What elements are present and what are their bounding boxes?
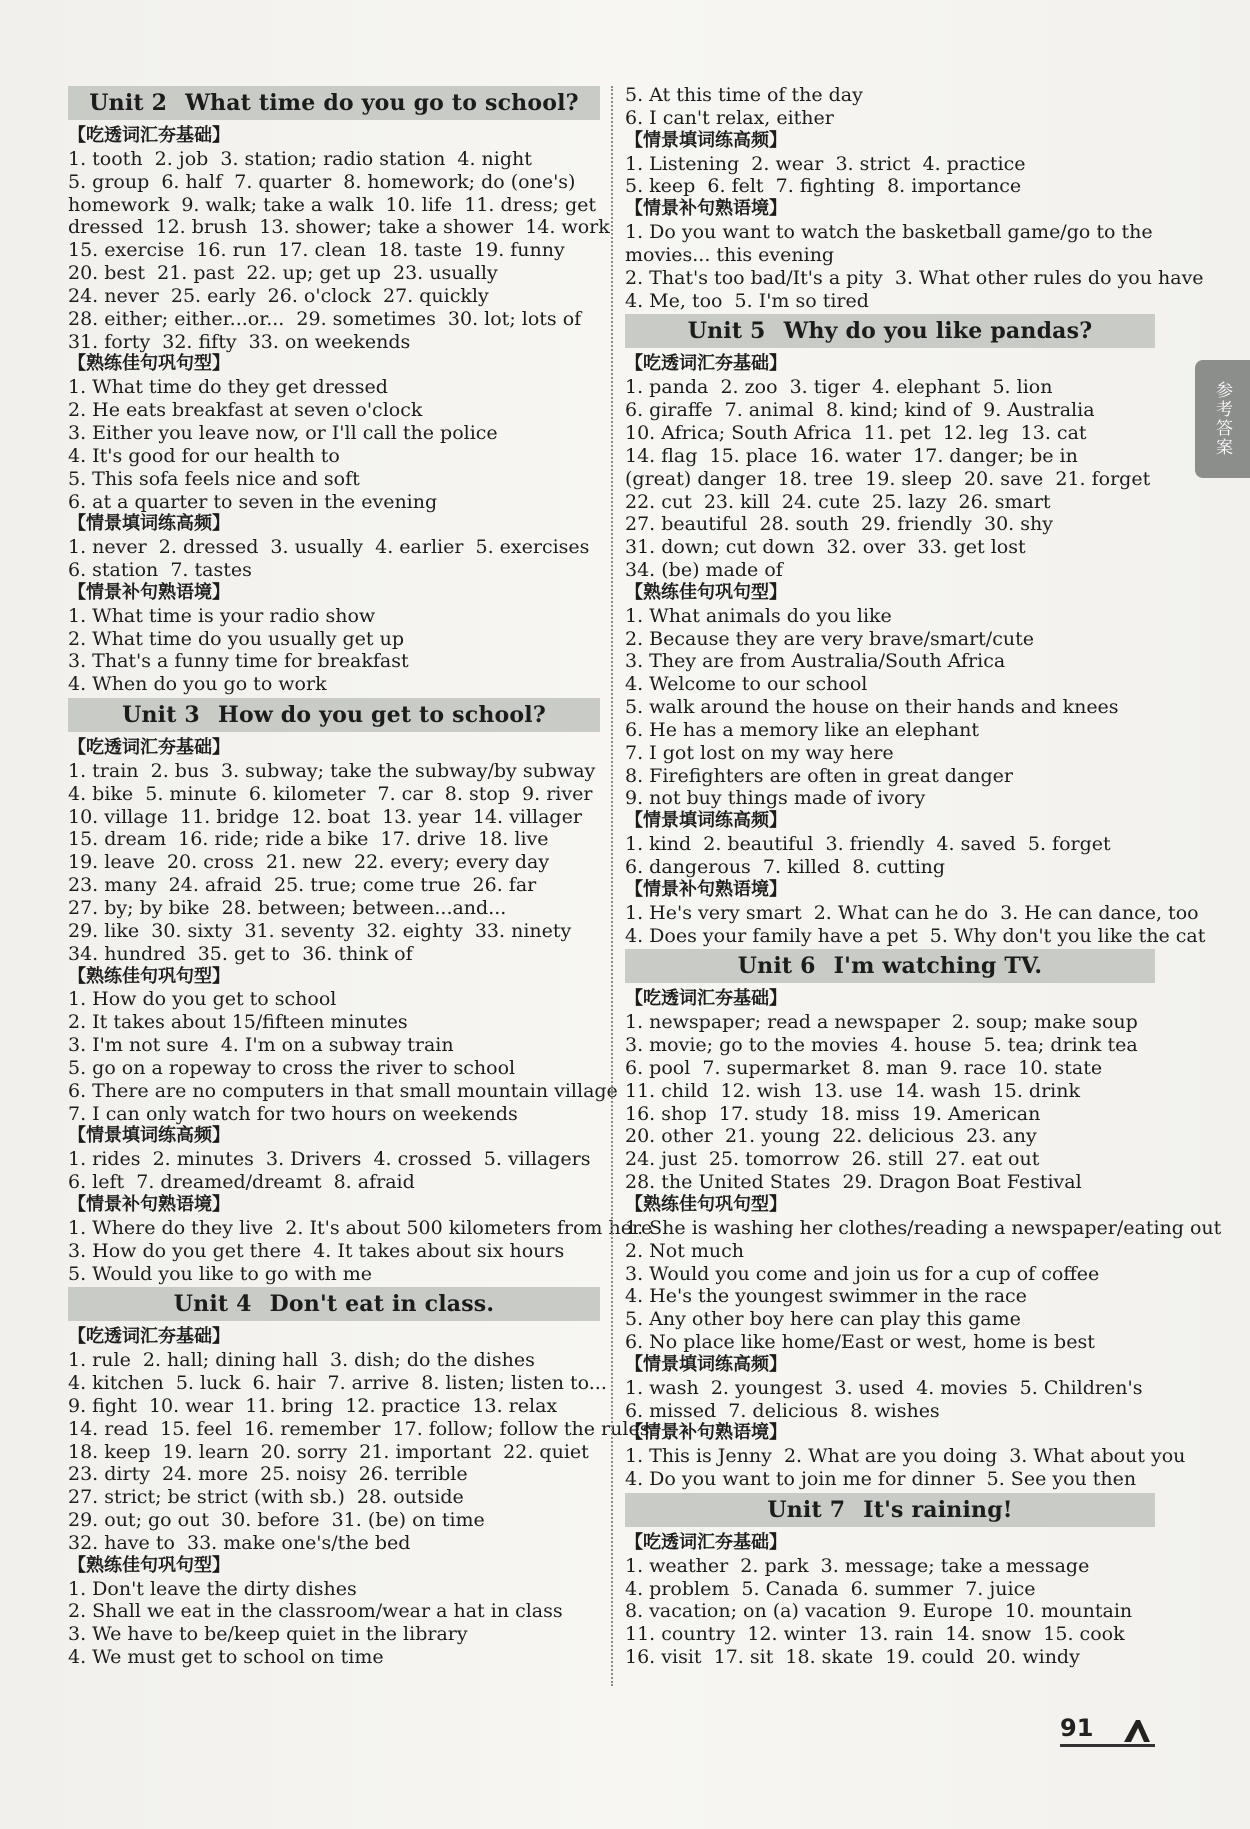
unit-title: How do you get to school? <box>217 702 546 729</box>
answer-line: 2. What time do you usually get up <box>68 627 404 650</box>
answer-line: (great) danger 18. tree 19. sleep 20. save 21. forget <box>625 467 1151 490</box>
answer-line: 2. It takes about 15/fifteen minutes <box>68 1011 408 1034</box>
answer-line: 2. Not much <box>625 1239 745 1262</box>
unit-title: What time do you go to school? <box>185 90 579 116</box>
answer-line: 2. Shall we eat in the classroom/wear a hat in class <box>68 1600 563 1623</box>
answer-line: 1. What time do they get dressed <box>68 376 388 399</box>
answer-line: 1. She is washing her clothes/reading a newspaper/eating out <box>625 1216 1222 1239</box>
answer-line: 6. station 7. tastes <box>68 559 252 582</box>
answer-line: 15. dream 16. ride; ride a bike 17. drive 18. live <box>68 828 549 851</box>
answer-line: 18. keep 19. learn 20. sorry 21. important 22. quiet <box>68 1440 589 1463</box>
answer-line: 3. That's a funny time for breakfast <box>68 650 409 673</box>
answer-line: 28. the United States 29. Dragon Boat Festival <box>625 1171 1082 1194</box>
answer-line: 6. There are no computers in that small mountain village <box>68 1079 618 1102</box>
answer-line: dressed 12. brush 13. shower; take a shower 14. work <box>68 216 610 239</box>
answer-line: 4. Do you want to join me for dinner 5. See you then <box>625 1468 1137 1491</box>
section-heading: 【熟练佳句巩句型】 <box>68 965 230 987</box>
page-number: 91 <box>1060 1714 1155 1747</box>
answer-line: 3. How do you get there 4. It takes about six hours <box>68 1239 565 1262</box>
answer-line: 1. He's very smart 2. What can he do 3. He can dance, too <box>625 901 1199 924</box>
unit-number: Unit 5 <box>687 318 766 345</box>
answer-line: 1. kind 2. beautiful 3. friendly 4. saved 5. forget <box>625 833 1111 856</box>
unit-number: Unit 4 <box>173 1291 252 1318</box>
answer-line: 24. just 25. tomorrow 26. still 27. eat out <box>625 1148 1040 1171</box>
unit-title: Why do you like pandas? <box>783 318 1093 345</box>
answer-line: 34. hundred 35. get to 36. think of <box>68 942 413 965</box>
section-heading: 【吃透词汇夯基础】 <box>68 125 230 146</box>
section-heading: 【情景填词练高频】 <box>625 129 787 151</box>
answer-line: 1. rule 2. hall; dining hall 3. dish; do the dishes <box>68 1349 535 1372</box>
answer-line: 1. panda 2. zoo 3. tiger 4. elephant 5. lion <box>625 376 1053 399</box>
answer-line: 6. No place like home/East or west, home is best <box>625 1331 1095 1354</box>
answer-line: 20. best 21. past 22. up; get up 23. usually <box>68 262 498 285</box>
answer-line: 23. many 24. afraid 25. true; come true 26. far <box>68 874 537 897</box>
answer-line: 5. This sofa feels nice and soft <box>68 467 360 490</box>
answer-line: 4. bike 5. minute 6. kilometer 7. car 8. stop 9. river <box>68 782 593 805</box>
unit-title: Don't eat in class. <box>269 1291 495 1318</box>
answer-line: 1. train 2. bus 3. subway; take the subway/by subway <box>68 759 596 782</box>
answer-line: 22. cut 23. kill 24. cute 25. lazy 26. smart <box>625 490 1051 513</box>
answer-line: 6. at a quarter to seven in the evening <box>68 490 438 513</box>
section-heading: 【熟练佳句巩句型】 <box>68 1554 230 1576</box>
answer-line: 1. How do you get to school <box>68 988 337 1011</box>
left-column <box>68 84 653 1669</box>
answer-line: 1. newspaper; read a newspaper 2. soup; make soup <box>625 1011 1138 1034</box>
section-heading: 【情景补句熟语境】 <box>625 198 787 220</box>
section-heading: 【情景填词练高频】 <box>68 513 230 535</box>
answer-line: 4. Welcome to our school <box>625 673 868 696</box>
answer-line: 29. like 30. sixty 31. seventy 32. eighty 33. ninety <box>68 919 572 942</box>
answer-line: 7. I got lost on my way here <box>625 741 894 764</box>
publisher-logo-icon <box>1122 1718 1152 1744</box>
answer-line: 2. That's too bad/It's a pity 3. What other rules do you have <box>625 266 1204 289</box>
answer-line: 5. walk around the house on their hands and knees <box>625 696 1119 719</box>
section-heading: 【情景补句熟语境】 <box>625 1422 787 1444</box>
answer-line: 3. They are from Australia/South Africa <box>625 650 1006 673</box>
unit-title: I'm watching TV. <box>833 953 1043 980</box>
section-heading: 【吃透词汇夯基础】 <box>68 1326 230 1348</box>
unit-heading <box>625 1493 1155 1527</box>
answer-line: 16. visit 17. sit 18. skate 19. could 20. windy <box>625 1646 1080 1669</box>
unit-heading <box>68 1287 600 1321</box>
unit-number: Unit 3 <box>122 702 200 729</box>
answer-line: 5. Would you like to go with me <box>68 1262 373 1285</box>
answer-line: 1. What animals do you like <box>625 604 892 627</box>
section-heading: 【情景补句熟语境】 <box>68 581 230 603</box>
answer-line: 1. never 2. dressed 3. usually 4. earlier 5. exercises <box>68 536 590 559</box>
section-heading: 【情景填词练高频】 <box>625 1353 787 1375</box>
answer-line: 9. fight 10. wear 11. bring 12. practice 13. relax <box>68 1394 558 1417</box>
answer-line: 6. He has a memory like an elephant <box>625 718 980 741</box>
section-heading: 【情景填词练高频】 <box>68 1125 230 1147</box>
answer-line: 1. Do you want to watch the basketball game/go to the <box>625 221 1153 244</box>
answer-line: 3. Either you leave now, or I'll call the police <box>68 421 498 444</box>
answer-line: 1. rides 2. minutes 3. Drivers 4. crossed 5. villagers <box>68 1148 591 1171</box>
answer-line: 4. kitchen 5. luck 6. hair 7. arrive 8. listen; listen to... <box>68 1372 607 1395</box>
answer-line: 3. Would you come and join us for a cup of coffee <box>625 1262 1100 1285</box>
answer-line: 4. He's the youngest swimmer in the race <box>625 1285 1027 1308</box>
unit-heading <box>625 314 1155 348</box>
answer-line: 1. Where do they live 2. It's about 500 kilometers from here <box>68 1216 653 1239</box>
answer-line: 16. shop 17. study 18. miss 19. American <box>625 1102 1041 1125</box>
side-tab: 参考答案 <box>1195 360 1250 478</box>
answer-line: 1. This is Jenny 2. What are you doing 3. What about you <box>625 1445 1186 1468</box>
answer-line: 6. missed 7. delicious 8. wishes <box>625 1399 940 1422</box>
answer-line: 34. (be) made of <box>625 559 783 582</box>
answer-line: 1. What time is your radio show <box>68 604 376 627</box>
answer-line: 1. Listening 2. wear 3. strict 4. practice <box>625 152 1026 175</box>
section-heading: 【熟练佳句巩句型】 <box>625 1193 787 1215</box>
answer-line: 4. When do you go to work <box>68 673 327 696</box>
section-heading: 【吃透词汇夯基础】 <box>625 353 787 375</box>
section-heading: 【吃透词汇夯基础】 <box>68 737 230 759</box>
answer-line: 20. other 21. young 22. delicious 23. any <box>625 1125 1037 1148</box>
unit-number: Unit 6 <box>737 953 816 980</box>
answer-line: 15. exercise 16. run 17. clean 18. taste 19. funny <box>68 239 565 262</box>
answer-line: 28. either; either...or... 29. sometimes 30. lot; lots of <box>68 307 582 330</box>
unit-number: Unit 7 <box>767 1496 846 1523</box>
answer-line: 1. weather 2. park 3. message; take a message <box>625 1554 1090 1577</box>
answer-line: 2. He eats breakfast at seven o'clock <box>68 399 423 422</box>
answer-line: 27. strict; be strict (with sb.) 28. outside <box>68 1486 464 1509</box>
answer-line: 27. beautiful 28. south 29. friendly 30. shy <box>625 513 1053 536</box>
answer-line: 8. Firefighters are often in great danger <box>625 764 1013 787</box>
answer-line: 2. Because they are very brave/smart/cute <box>625 627 1034 650</box>
answer-line: 8. vacation; on (a) vacation 9. Europe 10. mountain <box>625 1600 1133 1623</box>
answer-line: 5. go on a ropeway to cross the river to school <box>68 1056 516 1079</box>
answer-line: 4. Me, too 5. I'm so tired <box>625 289 869 312</box>
answer-line: 24. never 25. early 26. o'clock 27. quickly <box>68 284 489 307</box>
answer-line: 11. country 12. winter 13. rain 14. snow 15. cook <box>625 1623 1125 1646</box>
answer-line: 11. child 12. wish 13. use 14. wash 15. drink <box>625 1079 1080 1102</box>
answer-line: 3. movie; go to the movies 4. house 5. tea; drink tea <box>625 1034 1138 1057</box>
answer-line: 19. leave 20. cross 21. new 22. every; every day <box>68 851 550 874</box>
answer-line: 29. out; go out 30. before 31. (be) on time <box>68 1509 485 1532</box>
answer-line: 6. pool 7. supermarket 8. man 9. race 10. state <box>625 1056 1103 1079</box>
section-heading: 【熟练佳句巩句型】 <box>625 581 787 603</box>
answer-line: 4. Does your family have a pet 5. Why don't you like the cat <box>625 924 1206 947</box>
answer-line: 27. by; by bike 28. between; between...and... <box>68 897 507 919</box>
answer-line: 6. dangerous 7. killed 8. cutting <box>625 856 946 878</box>
answer-line: 5. At this time of the day <box>625 84 863 106</box>
answer-line: 7. I can only watch for two hours on weekends <box>68 1102 518 1125</box>
unit-heading <box>68 86 600 120</box>
answer-line: 3. We have to be/keep quiet in the library <box>68 1623 468 1646</box>
answer-line: 31. forty 32. fifty 33. on weekends <box>68 330 411 353</box>
section-heading: 【情景补句熟语境】 <box>68 1193 230 1215</box>
unit-heading <box>625 949 1155 983</box>
section-heading: 【情景补句熟语境】 <box>625 878 787 900</box>
section-heading: 【情景填词练高频】 <box>625 810 787 832</box>
unit-title: It's raining! <box>863 1496 1013 1523</box>
answer-line: 32. have to 33. make one's/the bed <box>68 1531 411 1554</box>
answer-line: 14. flag 15. place 16. water 17. danger; be in <box>625 444 1078 467</box>
answer-line: 4. It's good for our health to <box>68 444 340 467</box>
answer-line: 1. tooth 2. job 3. station; radio station 4. night <box>68 147 532 170</box>
answer-line: 1. Don't leave the dirty dishes <box>68 1577 357 1600</box>
answer-line: 23. dirty 24. more 25. noisy 26. terrible <box>68 1463 468 1486</box>
section-heading: 【熟练佳句巩句型】 <box>68 353 230 375</box>
answer-line: 5. group 6. half 7. quarter 8. homework; do (one's) <box>68 170 576 193</box>
answer-line: 5. keep 6. felt 7. fighting 8. importance <box>625 175 1022 198</box>
answer-line: 10. village 11. bridge 12. boat 13. year 14. villager <box>68 805 582 828</box>
unit-heading <box>68 698 600 732</box>
answer-line: 6. giraffe 7. animal 8. kind; kind of 9. Australia <box>625 399 1095 422</box>
answer-line: homework 9. walk; take a walk 10. life 11. dress; get <box>68 193 596 216</box>
answer-line: movies... this evening <box>625 243 835 266</box>
answer-line: 5. Any other boy here can play this game <box>625 1308 1021 1331</box>
answer-line: 6. left 7. dreamed/dreamt 8. afraid <box>68 1171 415 1194</box>
section-heading: 【吃透词汇夯基础】 <box>625 988 787 1010</box>
answer-line: 4. problem 5. Canada 6. summer 7. juice <box>625 1577 1036 1600</box>
column-divider <box>611 86 613 1686</box>
answer-line: 1. wash 2. youngest 3. used 4. movies 5. Children's <box>625 1376 1143 1399</box>
section-heading: 【吃透词汇夯基础】 <box>625 1531 787 1553</box>
answer-line: 4. We must get to school on time <box>68 1646 384 1669</box>
answer-line: 10. Africa; South Africa 11. pet 12. leg 13. cat <box>625 421 1087 444</box>
answer-line: 31. down; cut down 32. over 33. get lost <box>625 536 1026 559</box>
answer-line: 9. not buy things made of ivory <box>625 787 926 810</box>
answer-line: 6. I can't relax, either <box>625 106 834 129</box>
answer-line: 3. I'm not sure 4. I'm on a subway train <box>68 1034 454 1057</box>
answer-line: 14. read 15. feel 16. remember 17. follow; follow the rules <box>68 1417 650 1440</box>
unit-number: Unit 2 <box>89 90 168 116</box>
